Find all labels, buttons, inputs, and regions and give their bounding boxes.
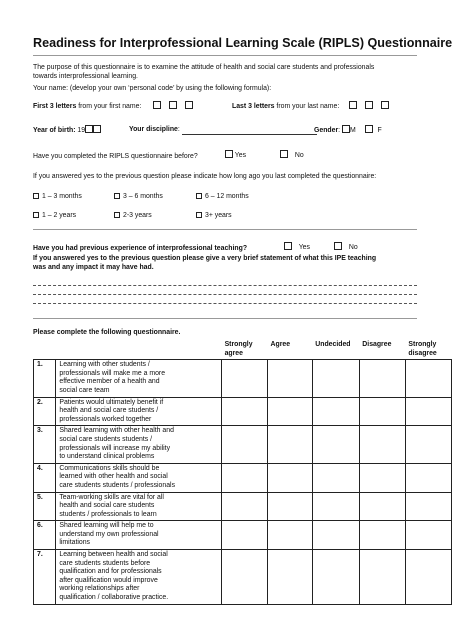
header-strongly-disagree: Strongly disagree: [408, 341, 437, 357]
year-of-birth-prefix: 19: [77, 127, 86, 134]
response-cell-strongly-disagree[interactable]: [405, 521, 451, 550]
item-statement-line: social care students students /: [59, 435, 153, 443]
period-1-checkbox[interactable]: [33, 193, 39, 199]
section-divider: [33, 229, 417, 230]
response-cell-undecided[interactable]: [312, 397, 359, 426]
table-row: [34, 397, 452, 426]
table-row: [34, 463, 452, 492]
response-cell-strongly-disagree[interactable]: [405, 360, 451, 397]
last-letters-label-bold: Last 3 letters: [232, 103, 275, 110]
item-statement-line: care students students before: [59, 559, 151, 567]
ipe-yes-label: Yes: [298, 244, 310, 251]
item-statement-line: students / professionals to learn: [59, 510, 157, 518]
first-letters-label: from your first name:: [76, 103, 142, 110]
period-2-checkbox[interactable]: [114, 193, 120, 199]
period-5-checkbox[interactable]: [114, 212, 120, 218]
period-3-label: 6 – 12 months: [205, 193, 249, 200]
ipe-answer-line-1[interactable]: [33, 285, 417, 286]
response-cell-strongly-agree[interactable]: [222, 360, 268, 397]
response-cell-undecided[interactable]: [312, 492, 359, 521]
item-number: 3.: [34, 426, 56, 463]
header-disagree: Disagree: [362, 341, 392, 348]
first-letter-3-box[interactable]: [185, 101, 193, 109]
response-cell-disagree[interactable]: [359, 492, 405, 521]
first-letters-field: [33, 101, 193, 111]
item-statement: [56, 521, 222, 550]
period-4-label: 1 – 2 years: [42, 212, 77, 219]
ipe-yes-option: [284, 242, 310, 252]
item-statement-line: to understand clinical problems: [59, 453, 155, 461]
period-6-checkbox[interactable]: [196, 212, 202, 218]
first-letter-2-box[interactable]: [169, 101, 177, 109]
period-6-label: 3+ years: [205, 212, 232, 219]
item-statement-line: professionals will make me a more: [59, 369, 166, 377]
period-5-label: 2-3 years: [123, 212, 152, 219]
ripls-before-yes-checkbox[interactable]: [225, 150, 233, 158]
response-cell-agree[interactable]: [268, 426, 313, 463]
response-cell-strongly-agree[interactable]: [222, 550, 268, 605]
response-cell-strongly-agree[interactable]: [222, 521, 268, 550]
ipe-answer-line-3[interactable]: [33, 303, 417, 304]
item-statement: [56, 492, 222, 521]
table-row: [34, 550, 452, 605]
response-cell-disagree[interactable]: [359, 463, 405, 492]
ipe-statement-line1: If you answered yes to the previous question please give a very brief statement of what this IPE teaching: [33, 255, 377, 262]
response-cell-strongly-disagree[interactable]: [405, 492, 451, 521]
response-cell-agree[interactable]: [268, 463, 313, 492]
period-option-1: [33, 192, 82, 201]
item-number: 2.: [34, 397, 56, 426]
questionnaire-instruction: Please complete the following questionnaire.: [33, 329, 181, 336]
item-statement: [56, 360, 222, 397]
discipline-label: Your discipline: [129, 126, 178, 133]
period-1-label: 1 – 3 months: [42, 193, 82, 200]
last-letter-3-box[interactable]: [381, 101, 389, 109]
item-statement-line: learned with other health and social: [59, 473, 168, 481]
ipe-no-checkbox[interactable]: [334, 242, 342, 250]
item-number: 5.: [34, 492, 56, 521]
response-cell-strongly-agree[interactable]: [222, 492, 268, 521]
response-cell-strongly-agree[interactable]: [222, 426, 268, 463]
period-option-5: [114, 211, 152, 220]
year-digit-1-box[interactable]: [85, 125, 93, 133]
table-row: [34, 521, 452, 550]
item-number: 6.: [34, 521, 56, 550]
item-statement: [56, 463, 222, 492]
period-option-3: [196, 192, 249, 201]
first-letters-label-bold: First 3 letters: [33, 103, 77, 110]
response-cell-undecided[interactable]: [312, 463, 359, 492]
ipe-question: Have you had previous experience of interprofessional teaching?: [33, 245, 248, 252]
item-statement: [56, 550, 222, 605]
last-letter-1-box[interactable]: [349, 101, 357, 109]
item-number: 1.: [34, 360, 56, 397]
response-cell-undecided[interactable]: [312, 360, 359, 397]
gender-f-checkbox[interactable]: [365, 125, 373, 133]
item-statement-line: qualification / collaborative practice.: [59, 594, 169, 602]
year-of-birth-label: Year of birth:: [33, 127, 76, 134]
section-divider-2: [33, 318, 417, 319]
header-strongly-agree: Strongly agree: [224, 341, 253, 357]
response-cell-undecided[interactable]: [312, 426, 359, 463]
period-2-label: 3 – 6 months: [123, 193, 163, 200]
item-statement-line: Patients would ultimately benefit if: [59, 398, 164, 406]
table-row: [34, 426, 452, 463]
item-statement-line: effective member of a health and: [59, 378, 160, 386]
last-letters-label: from your last name:: [274, 103, 340, 110]
year-digit-2-box[interactable]: [93, 125, 101, 133]
item-statement-line: Shared learning with other health and: [59, 427, 174, 435]
ipe-no-label: No: [348, 244, 358, 251]
ripls-before-yes-option: [225, 150, 246, 160]
item-statement-line: Communications skills should be: [59, 464, 160, 472]
item-statement-line: limitations: [59, 539, 90, 547]
response-cell-undecided[interactable]: [312, 521, 359, 550]
purpose-text-line1: The purpose of this questionnaire is to examine the attitude of health and social care students and professionals: [33, 64, 375, 71]
gender-colon: :: [338, 127, 341, 134]
response-cell-strongly-agree[interactable]: [222, 463, 268, 492]
discipline-colon: :: [177, 126, 180, 133]
title-divider: [33, 55, 417, 56]
gender-field: [314, 125, 382, 135]
ripls-before-no-checkbox[interactable]: [280, 150, 288, 158]
item-statement-line: care students students / professionals: [59, 481, 176, 489]
purpose-text-line2: towards interprofessional learning.: [33, 73, 138, 80]
item-statement-line: understand my own professional: [59, 530, 159, 538]
item-statement-line: Learning with other students /: [59, 361, 150, 369]
item-statement-line: health and social care students /: [59, 407, 159, 415]
response-cell-strongly-disagree[interactable]: [405, 426, 451, 463]
ripls-before-no-label: No: [294, 152, 304, 159]
response-cell-disagree[interactable]: [359, 360, 405, 397]
ipe-no-option: [334, 242, 358, 252]
gender-m-label: M: [349, 127, 356, 134]
response-cell-agree[interactable]: [268, 360, 313, 397]
item-statement-line: qualification and for professionals: [59, 568, 162, 576]
item-statement-line: Shared learning will help me to: [59, 522, 154, 530]
item-statement-line: after qualification would improve: [59, 576, 158, 584]
item-statement-line: professionals will increase my ability: [59, 444, 171, 452]
item-statement-line: social care team: [59, 386, 110, 394]
table-row: [34, 492, 452, 521]
item-number: 7.: [34, 550, 56, 605]
response-cell-disagree[interactable]: [359, 521, 405, 550]
period-4-checkbox[interactable]: [33, 212, 39, 218]
period-option-6: [196, 211, 232, 220]
ripls-before-yes-label: Yes: [234, 152, 247, 159]
table-header-row: [34, 340, 452, 360]
item-statement: [56, 397, 222, 426]
discipline-field: [129, 125, 317, 135]
response-cell-strongly-disagree[interactable]: [405, 463, 451, 492]
ipe-answer-line-2[interactable]: [33, 294, 417, 295]
response-cell-agree[interactable]: [268, 521, 313, 550]
page-title: Readiness for Interprofessional Learning Scale (RIPLS) Questionnaire: [33, 36, 452, 50]
period-option-2: [114, 192, 163, 201]
discipline-input[interactable]: [182, 125, 317, 135]
response-cell-agree[interactable]: [268, 397, 313, 426]
ipe-statement-line2: was and any impact it may have had.: [33, 264, 154, 271]
item-statement-line: professionals worked together: [59, 415, 152, 423]
how-long-question: If you answered yes to the previous question please indicate how long ago you last completed the questionnaire:: [33, 173, 377, 180]
period-option-4: [33, 211, 76, 220]
response-cell-disagree[interactable]: [359, 397, 405, 426]
response-cell-agree[interactable]: [268, 550, 313, 605]
gender-f-label: F: [377, 127, 382, 134]
year-of-birth-field: [33, 125, 101, 135]
gender-label: Gender: [314, 127, 339, 134]
last-letter-2-box[interactable]: [365, 101, 373, 109]
ripls-before-no-option: [280, 150, 304, 160]
table-row: [34, 360, 452, 397]
item-statement: [56, 426, 222, 463]
response-cell-undecided[interactable]: [312, 550, 359, 605]
response-cell-agree[interactable]: [268, 492, 313, 521]
item-statement-line: Team-working skills are vital for all: [59, 493, 164, 501]
ipe-yes-checkbox[interactable]: [284, 242, 292, 250]
item-statement-line: working relationships after: [59, 585, 140, 593]
response-cell-strongly-disagree[interactable]: [405, 397, 451, 426]
ripls-table: [33, 340, 452, 605]
first-letter-1-box[interactable]: [153, 101, 161, 109]
period-3-checkbox[interactable]: [196, 193, 202, 199]
response-cell-strongly-disagree[interactable]: [405, 550, 451, 605]
header-undecided: Undecided: [315, 341, 351, 348]
ripls-before-question: Have you completed the RIPLS questionnaire before?: [33, 153, 198, 160]
header-agree: Agree: [270, 341, 291, 348]
response-cell-disagree[interactable]: [359, 550, 405, 605]
name-instruction: Your name: (develop your own ‘personal code’ by using the following formula):: [33, 85, 272, 92]
item-number: 4.: [34, 463, 56, 492]
item-statement-line: Learning between health and social: [59, 551, 168, 559]
item-statement-line: health and social care students: [59, 502, 155, 510]
last-letters-field: [232, 101, 389, 111]
gender-m-checkbox[interactable]: [342, 125, 350, 133]
response-cell-disagree[interactable]: [359, 426, 405, 463]
response-cell-strongly-agree[interactable]: [222, 397, 268, 426]
